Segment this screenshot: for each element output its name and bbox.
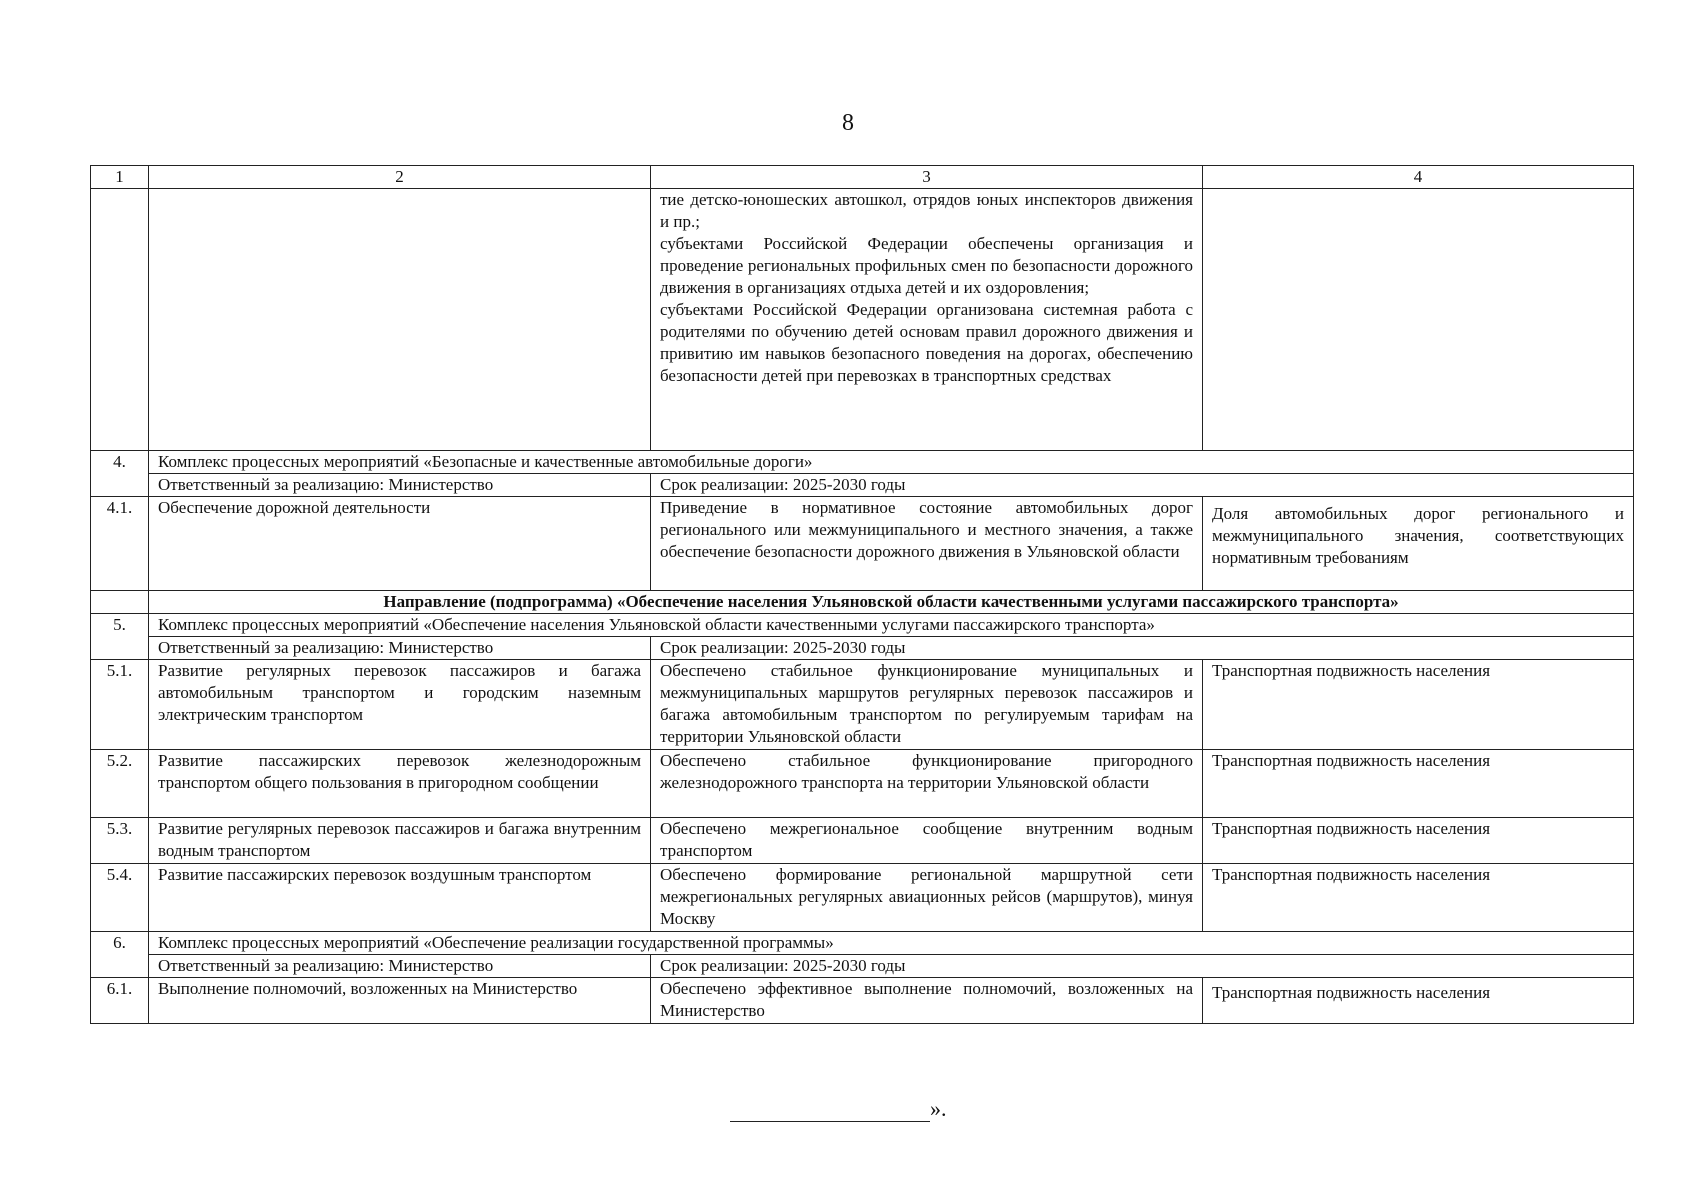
signature-underline [730, 1101, 930, 1122]
section-title-row [91, 932, 1634, 955]
responsible-cell: Ответственный за реализацию: Министерство [149, 955, 651, 978]
item-effect: Обеспечено формирование региональной маршрутной сети межрегиональных регулярных авиационных рейсов (маршрутов), минуя Москву [651, 864, 1203, 932]
item-effect: Обеспечено стабильное функционирование муниципальных и межмуниципальных маршрутов регулярных перевозок пассажиров и багажа автомобильным транспортом по регулируемым тарифам на территории Ульяновской области [651, 660, 1203, 750]
section-number: 5. [91, 614, 149, 660]
item-indicator: Транспортная подвижность населения [1203, 660, 1634, 750]
item-number: 5.4. [91, 864, 149, 932]
table-row [91, 497, 1634, 591]
cont-num-cell [91, 189, 149, 451]
item-effect: Обеспечено стабильное функционирование пригородного железнодорожного транспорта на территории Ульяновской области [651, 750, 1203, 818]
item-task: Развитие пассажирских перевозок железнодорожным транспортом общего пользования в пригородном сообщении [149, 750, 651, 818]
term-cell: Срок реализации: 2025-2030 годы [651, 474, 1634, 497]
item-number: 6.1. [91, 978, 149, 1024]
closing-quote-mark: ». [930, 1096, 947, 1121]
section-number: 6. [91, 932, 149, 978]
item-task: Развитие регулярных перевозок пассажиров и багажа автомобильным транспортом и городским наземным электрическим транспортом [149, 660, 651, 750]
section-meta-row [91, 955, 1634, 978]
item-effect: Обеспечено межрегиональное сообщение внутренним водным транспортом [651, 818, 1203, 864]
table-row [91, 660, 1634, 750]
item-effect: Обеспечено эффективное выполнение полномочий, возложенных на Министерство [651, 978, 1203, 1024]
term-cell: Срок реализации: 2025-2030 годы [651, 637, 1634, 660]
responsible-cell: Ответственный за реализацию: Министерство [149, 474, 651, 497]
section-title: Комплекс процессных мероприятий «Обеспечение реализации государственной программы» [149, 932, 1634, 955]
section-number: 4. [91, 451, 149, 497]
section-title: Комплекс процессных мероприятий «Обеспечение населения Ульяновской области качественными услугами пассажирского транспорта» [149, 614, 1634, 637]
header-cell-3: 3 [651, 166, 1203, 189]
item-indicator: Транспортная подвижность населения [1203, 978, 1634, 1024]
direction-title: Направление (подпрограмма) «Обеспечение населения Ульяновской области качественными услугами пассажирского транспорта» [149, 591, 1634, 614]
section-title-row [91, 614, 1634, 637]
item-number: 5.1. [91, 660, 149, 750]
item-indicator: Транспортная подвижность населения [1203, 864, 1634, 932]
section-meta-row [91, 637, 1634, 660]
item-number: 5.2. [91, 750, 149, 818]
term-cell: Срок реализации: 2025-2030 годы [651, 955, 1634, 978]
section-meta-row [91, 474, 1634, 497]
closing-line [730, 1096, 947, 1122]
item-task: Развитие регулярных перевозок пассажиров и багажа внутренним водным транспортом [149, 818, 651, 864]
item-task: Развитие пассажирских перевозок воздушным транспортом [149, 864, 651, 932]
table-row [91, 978, 1634, 1024]
cont-task-cell [149, 189, 651, 451]
section-title: Комплекс процессных мероприятий «Безопасные и качественные автомобильные дороги» [149, 451, 1634, 474]
item-number: 4.1. [91, 497, 149, 591]
continuation-row [91, 189, 1634, 451]
direction-row [91, 591, 1634, 614]
item-number: 5.3. [91, 818, 149, 864]
table-row [91, 818, 1634, 864]
direction-num-cell [91, 591, 149, 614]
item-indicator: Транспортная подвижность населения [1203, 750, 1634, 818]
page-number: 8 [842, 110, 854, 136]
cont-effect-cell: тие детско-юношеских автошкол, отрядов юных инспекторов движения и пр.; субъектами Российской Федерации обеспечены организация и проведение региональных профильных смен по безопасности дорожного движения в организациях отдыха детей и их оздоровления; субъектами Российской Федерации организована системная работа с родителями по обучению детей основам правил дорожного движения и привитию им навыков безопасного поведения на дорогах, обеспечению безопасности детей при перевозках в транспортных средствах [651, 189, 1203, 451]
item-task: Обеспечение дорожной деятельности [149, 497, 651, 591]
item-indicator: Транспортная подвижность населения [1203, 818, 1634, 864]
program-table [90, 165, 1634, 1024]
table-row [91, 864, 1634, 932]
table-row [91, 750, 1634, 818]
header-row [91, 166, 1634, 189]
responsible-cell: Ответственный за реализацию: Министерство [149, 637, 651, 660]
item-task: Выполнение полномочий, возложенных на Министерство [149, 978, 651, 1024]
header-cell-4: 4 [1203, 166, 1634, 189]
item-effect: Приведение в нормативное состояние автомобильных дорог регионального или межмуниципального и местного значения, а также обеспечение безопасности дорожного движения в Ульяновской области [651, 497, 1203, 591]
header-cell-1: 1 [91, 166, 149, 189]
section-title-row [91, 451, 1634, 474]
header-cell-2: 2 [149, 166, 651, 189]
cont-indicator-cell [1203, 189, 1634, 451]
item-indicator: Доля автомобильных дорог регионального и межмуниципального значения, соответствующих нормативным требованиям [1203, 497, 1634, 591]
